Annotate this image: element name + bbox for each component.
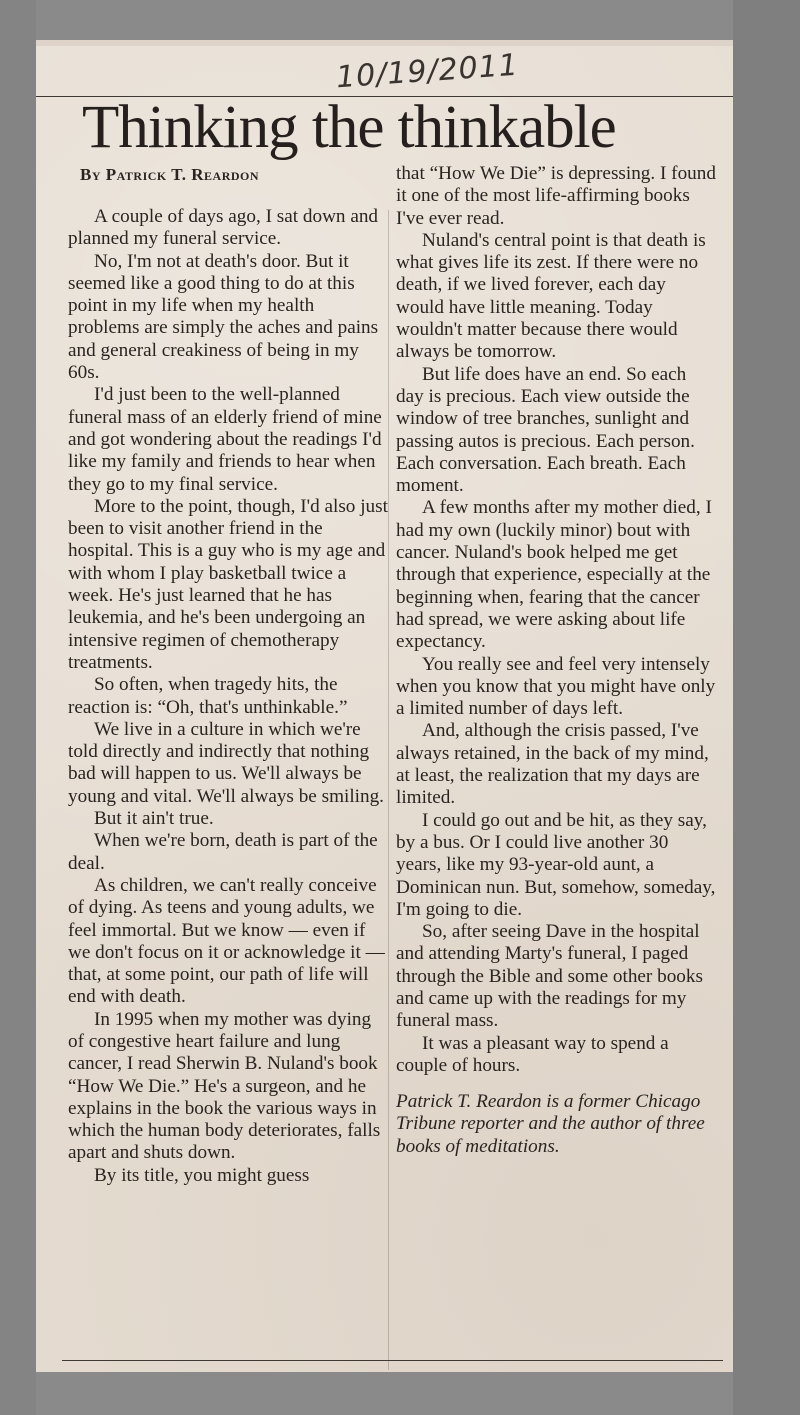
paragraph: More to the point, though, I'd also just been to visit another friend in the hospital. This is a guy who is my age and with whom I play basketball twice a week. He's just learned that he has leukemia, and he's been undergoing an intensive regimen of chemotherapy treatments. bbox=[68, 495, 388, 673]
paragraph: By its title, you might guess bbox=[94, 1164, 310, 1186]
byline: By Patrick T. Reardon bbox=[80, 165, 260, 184]
paragraph: In 1995 when my mother was dying of congestive heart failure and lung cancer, I read Sherwin B. Nuland's book “How We Die.” He's a surgeon, and he explains in the book the various ways in which the human body deteriorates, falls apart and shuts down. bbox=[68, 1008, 381, 1164]
clipping-top-edge bbox=[36, 40, 733, 46]
paragraph-continued: that “How We Die” is depressing. I found it one of the most life-affirming books I've ever read. bbox=[396, 163, 716, 229]
paragraph: A couple of days ago, I sat down and planned my funeral service. bbox=[68, 206, 379, 250]
right-margin bbox=[733, 0, 800, 1415]
headline: Thinking the thinkable bbox=[82, 94, 616, 161]
left-column bbox=[68, 206, 388, 1187]
paragraph: And, although the crisis passed, I've always retained, in the back of my mind, at least, the realization that my days are limited. bbox=[396, 720, 709, 809]
left-margin bbox=[0, 0, 36, 1415]
paragraph: So, after seeing Dave in the hospital and attending Marty's funeral, I paged through the Bible and some other books and came up with the readings for my funeral mass. bbox=[396, 921, 703, 1032]
newspaper-clipping bbox=[36, 40, 733, 1372]
paragraph: A few months after my mother died, I had my own (luckily minor) bout with cancer. Nuland's book helped me get through that experience, especially at the beginning when, fearing that the cancer had spread, we were asking about life expectancy. bbox=[396, 497, 712, 653]
paragraph: It was a pleasant way to spend a couple of hours. bbox=[396, 1032, 669, 1076]
column-divider bbox=[388, 210, 389, 1370]
paragraph: No, I'm not at death's door. But it seemed like a good thing to do at this point in my life when my health problems are simply the aches and pains and general creakiness of being in my 60s. bbox=[68, 250, 379, 384]
paragraph: We live in a culture in which we're told directly and indirectly that nothing bad will happen to us. We'll always be young and vital. We'll always be smiling. bbox=[68, 718, 384, 807]
handwritten-date: 10/19/2011 bbox=[335, 47, 520, 96]
paragraph: But life does have an end. So each day is precious. Each view outside the window of tree branches, sunlight and passing autos is precious. Each person. Each conversation. Each breath. Each moment. bbox=[396, 363, 695, 497]
paragraph: But it ain't true. bbox=[94, 808, 214, 830]
paragraph: So often, when tragedy hits, the reaction is: “Oh, that's unthinkable.” bbox=[68, 674, 348, 718]
paragraph: I'd just been to the well-planned funeral mass of an elderly friend of mine and got wondering about the readings I'd like my family and friends to hear when they go to my final service. bbox=[68, 384, 382, 495]
footer-rule bbox=[62, 1360, 723, 1361]
author-bio: Patrick T. Reardon is a former Chicago Tribune reporter and the author of three books of meditations. bbox=[396, 1091, 705, 1157]
paragraph: I could go out and be hit, as they say, by a bus. Or I could live another 30 years, like my 93-year-old aunt, a Dominican nun. But, somehow, someday, I'm going to die. bbox=[396, 809, 716, 920]
paragraph: When we're born, death is part of the deal. bbox=[68, 830, 378, 874]
paragraph: As children, we can't really conceive of dying. As teens and young adults, we feel immortal. But we know — even if we don't focus on it or acknowledge it — that, at some point, our path of life will end with death. bbox=[68, 874, 385, 1008]
right-column bbox=[396, 163, 716, 1158]
paragraph: Nuland's central point is that death is what gives life its zest. If there were no death, if we lived forever, each day would have little meaning. Today wouldn't matter because there would always be tomorrow. bbox=[396, 229, 706, 363]
paragraph: You really see and feel very intensely when you know that you might have only a limited number of days left. bbox=[396, 653, 716, 720]
